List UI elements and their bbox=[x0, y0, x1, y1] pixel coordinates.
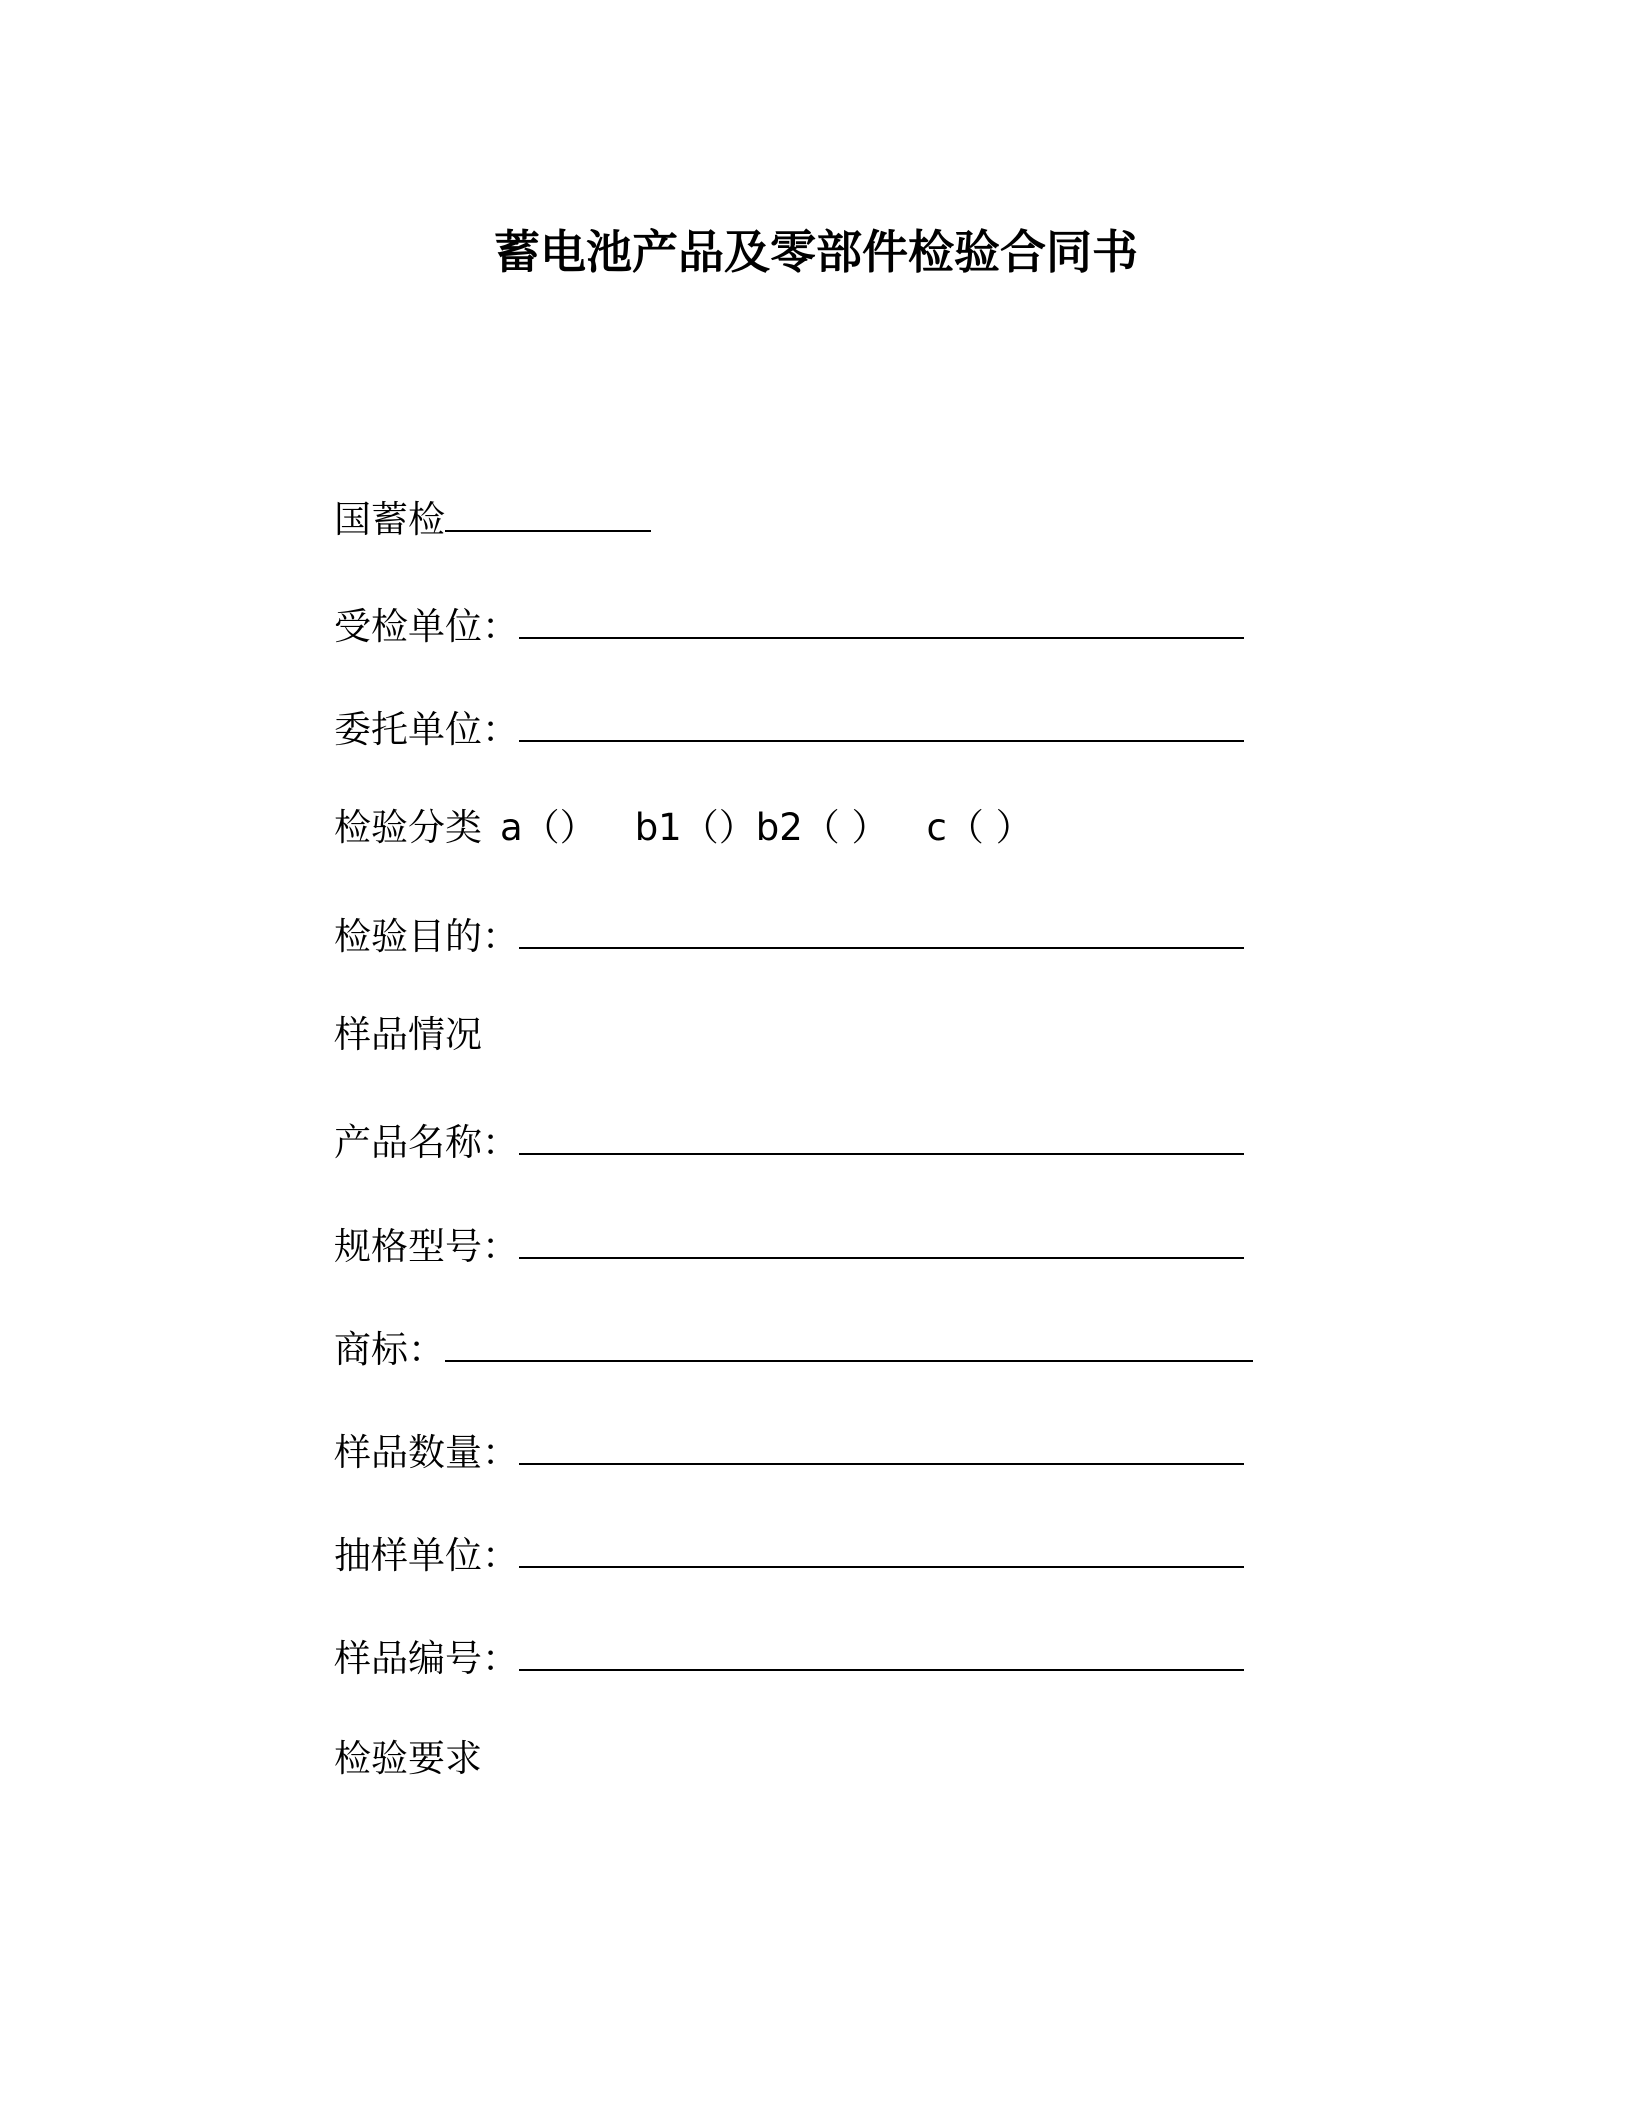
inspected-unit-blank[interactable] bbox=[519, 601, 1244, 639]
inspection-purpose-blank[interactable] bbox=[519, 911, 1244, 949]
entrusting-unit-label: 委托单位： bbox=[334, 708, 519, 751]
sample-quantity-blank[interactable] bbox=[519, 1427, 1244, 1465]
sampling-unit-label: 抽样单位： bbox=[334, 1534, 519, 1577]
inspection-category-line bbox=[334, 802, 1033, 854]
product-name-label: 产品名称： bbox=[334, 1121, 519, 1164]
category-b1-option[interactable]: b1（） bbox=[634, 806, 756, 849]
sample-quantity-label: 样品数量： bbox=[334, 1431, 519, 1474]
trademark-line bbox=[334, 1324, 1253, 1376]
sample-number-line bbox=[334, 1633, 1244, 1685]
trademark-blank[interactable] bbox=[445, 1324, 1253, 1362]
entrusting-unit-blank[interactable] bbox=[519, 704, 1244, 742]
spec-model-line bbox=[334, 1221, 1244, 1273]
inspection-purpose-label: 检验目的： bbox=[334, 915, 519, 958]
sampling-unit-line bbox=[334, 1530, 1244, 1582]
category-b2-option[interactable]: b2（ ） bbox=[755, 806, 889, 849]
sampling-unit-blank[interactable] bbox=[519, 1530, 1244, 1568]
sample-number-blank[interactable] bbox=[519, 1633, 1244, 1671]
trademark-label: 商标： bbox=[334, 1328, 445, 1371]
category-c-option[interactable]: c（ ） bbox=[926, 806, 1033, 849]
inspection-purpose-line bbox=[334, 911, 1244, 963]
sample-quantity-line bbox=[334, 1427, 1244, 1479]
sample-number-label: 样品编号： bbox=[334, 1637, 519, 1680]
sample-status-heading: 样品情况 bbox=[334, 1013, 482, 1056]
spec-model-blank[interactable] bbox=[519, 1221, 1244, 1259]
inspection-requirements-heading: 检验要求 bbox=[334, 1737, 482, 1780]
document-title: 蓄电池产品及零部件检验合同书 bbox=[494, 225, 1138, 279]
inspected-unit-line bbox=[334, 601, 1244, 653]
spec-model-label: 规格型号： bbox=[334, 1225, 519, 1268]
category-a-option[interactable]: a（） bbox=[500, 806, 597, 849]
product-name-blank[interactable] bbox=[519, 1117, 1244, 1155]
serial-number-blank[interactable] bbox=[445, 494, 651, 532]
product-name-line bbox=[334, 1117, 1244, 1169]
inspection-category-label: 检验分类 bbox=[334, 806, 482, 849]
serial-prefix-label: 国蓄检 bbox=[334, 498, 445, 541]
serial-number-line bbox=[334, 494, 651, 546]
entrusting-unit-line bbox=[334, 704, 1244, 756]
inspected-unit-label: 受检单位： bbox=[334, 605, 519, 648]
